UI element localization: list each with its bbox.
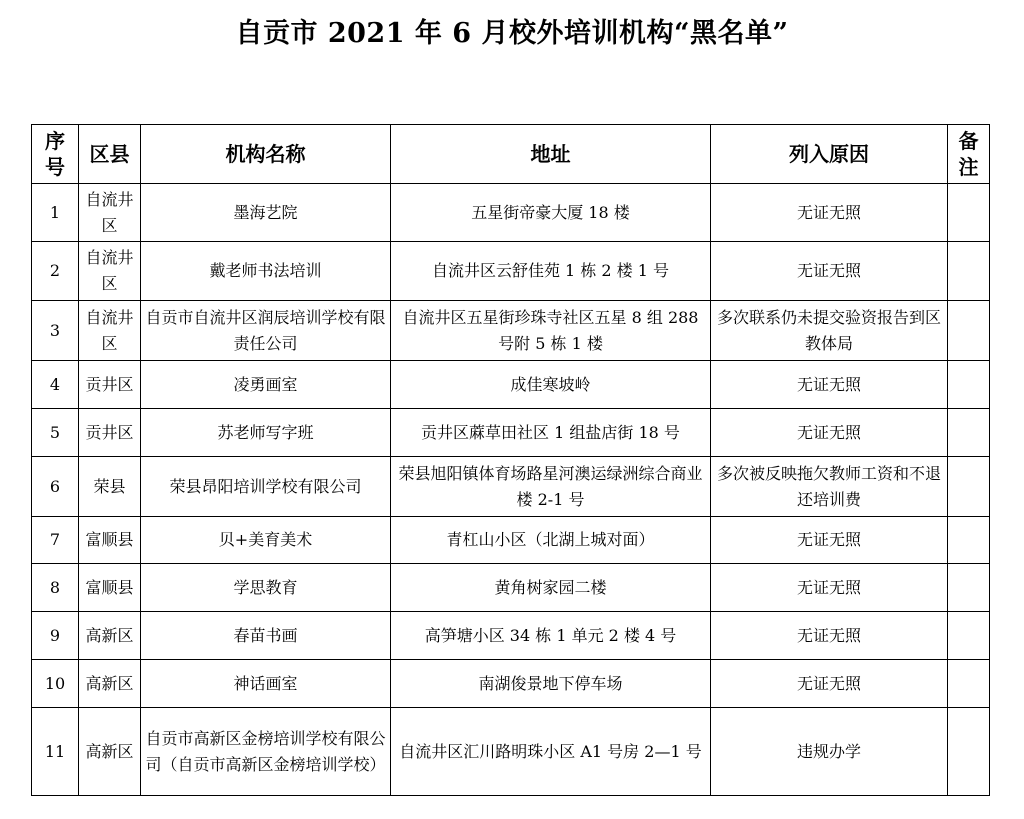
cell-note — [948, 660, 990, 708]
cell-reason: 多次被反映拖欠教师工资和不退还培训费 — [711, 457, 948, 517]
cell-address: 荣县旭阳镇体育场路星河澳运绿洲综合商业楼 2-1 号 — [391, 457, 711, 517]
cell-reason: 无证无照 — [711, 361, 948, 409]
table-row — [32, 361, 990, 409]
cell-reason: 无证无照 — [711, 612, 948, 660]
cell-district: 自流井区 — [79, 301, 141, 361]
header-reason: 列入原因 — [711, 125, 948, 184]
cell-index: 10 — [32, 660, 79, 708]
table-row — [32, 457, 990, 517]
header-name: 机构名称 — [141, 125, 391, 184]
cell-reason: 无证无照 — [711, 660, 948, 708]
cell-note — [948, 612, 990, 660]
cell-index: 11 — [32, 708, 79, 796]
header-address: 地址 — [391, 125, 711, 184]
cell-district: 自流井区 — [79, 184, 141, 242]
cell-district: 荣县 — [79, 457, 141, 517]
cell-name: 墨海艺院 — [141, 184, 391, 242]
cell-note — [948, 517, 990, 564]
cell-name: 苏老师写字班 — [141, 409, 391, 457]
cell-index: 8 — [32, 564, 79, 612]
table-row — [32, 612, 990, 660]
cell-reason: 多次联系仍未提交验资报告到区教体局 — [711, 301, 948, 361]
cell-address: 成佳寒坡岭 — [391, 361, 711, 409]
table-row — [32, 301, 990, 361]
cell-note — [948, 242, 990, 301]
cell-address: 黄角树家园二楼 — [391, 564, 711, 612]
cell-address: 高笋塘小区 34 栋 1 单元 2 楼 4 号 — [391, 612, 711, 660]
cell-index: 1 — [32, 184, 79, 242]
table-row — [32, 184, 990, 242]
table-row — [32, 242, 990, 301]
cell-index: 2 — [32, 242, 79, 301]
cell-reason: 无证无照 — [711, 564, 948, 612]
header-row — [32, 125, 990, 184]
table-row — [32, 517, 990, 564]
cell-name: 贝+美育美术 — [141, 517, 391, 564]
cell-name: 戴老师书法培训 — [141, 242, 391, 301]
cell-name: 春苗书画 — [141, 612, 391, 660]
cell-reason: 违规办学 — [711, 708, 948, 796]
cell-note — [948, 184, 990, 242]
cell-address: 自流井区五星街珍珠寺社区五星 8 组 288 号附 5 栋 1 楼 — [391, 301, 711, 361]
cell-district: 富顺县 — [79, 564, 141, 612]
cell-note — [948, 564, 990, 612]
cell-index: 4 — [32, 361, 79, 409]
header-index: 序号 — [32, 125, 79, 184]
header-note: 备注 — [948, 125, 990, 184]
page-title: 自贡市 2021 年 6 月校外培训机构“黑名单” — [235, 18, 789, 49]
table-row — [32, 660, 990, 708]
cell-reason: 无证无照 — [711, 242, 948, 301]
table-row — [32, 708, 990, 796]
cell-note — [948, 708, 990, 796]
cell-name: 自贡市自流井区润辰培训学校有限责任公司 — [141, 301, 391, 361]
cell-index: 9 — [32, 612, 79, 660]
cell-name: 学思教育 — [141, 564, 391, 612]
cell-note — [948, 301, 990, 361]
cell-reason: 无证无照 — [711, 517, 948, 564]
cell-district: 贡井区 — [79, 409, 141, 457]
cell-name: 自贡市高新区金榜培训学校有限公司（自贡市高新区金榜培训学校） — [141, 708, 391, 796]
cell-note — [948, 409, 990, 457]
cell-reason: 无证无照 — [711, 409, 948, 457]
cell-district: 富顺县 — [79, 517, 141, 564]
cell-note — [948, 457, 990, 517]
cell-address: 青杠山小区（北湖上城对面） — [391, 517, 711, 564]
header-district: 区县 — [79, 125, 141, 184]
cell-address: 自流井区云舒佳苑 1 栋 2 楼 1 号 — [391, 242, 711, 301]
cell-index: 5 — [32, 409, 79, 457]
cell-district: 高新区 — [79, 612, 141, 660]
cell-district: 贡井区 — [79, 361, 141, 409]
cell-index: 6 — [32, 457, 79, 517]
cell-reason: 无证无照 — [711, 184, 948, 242]
cell-name: 神话画室 — [141, 660, 391, 708]
cell-address: 贡井区蔴草田社区 1 组盐店街 18 号 — [391, 409, 711, 457]
cell-name: 荣县昂阳培训学校有限公司 — [141, 457, 391, 517]
cell-address: 五星街帝豪大厦 18 楼 — [391, 184, 711, 242]
cell-name: 凌勇画室 — [141, 361, 391, 409]
cell-index: 7 — [32, 517, 79, 564]
table-row — [32, 409, 990, 457]
blacklist-table — [31, 124, 990, 796]
table-body — [32, 184, 990, 796]
cell-index: 3 — [32, 301, 79, 361]
cell-district: 自流井区 — [79, 242, 141, 301]
cell-district: 高新区 — [79, 660, 141, 708]
cell-note — [948, 361, 990, 409]
cell-address: 南湖俊景地下停车场 — [391, 660, 711, 708]
table-row — [32, 564, 990, 612]
cell-address: 自流井区汇川路明珠小区 A1 号房 2—1 号 — [391, 708, 711, 796]
cell-district: 高新区 — [79, 708, 141, 796]
